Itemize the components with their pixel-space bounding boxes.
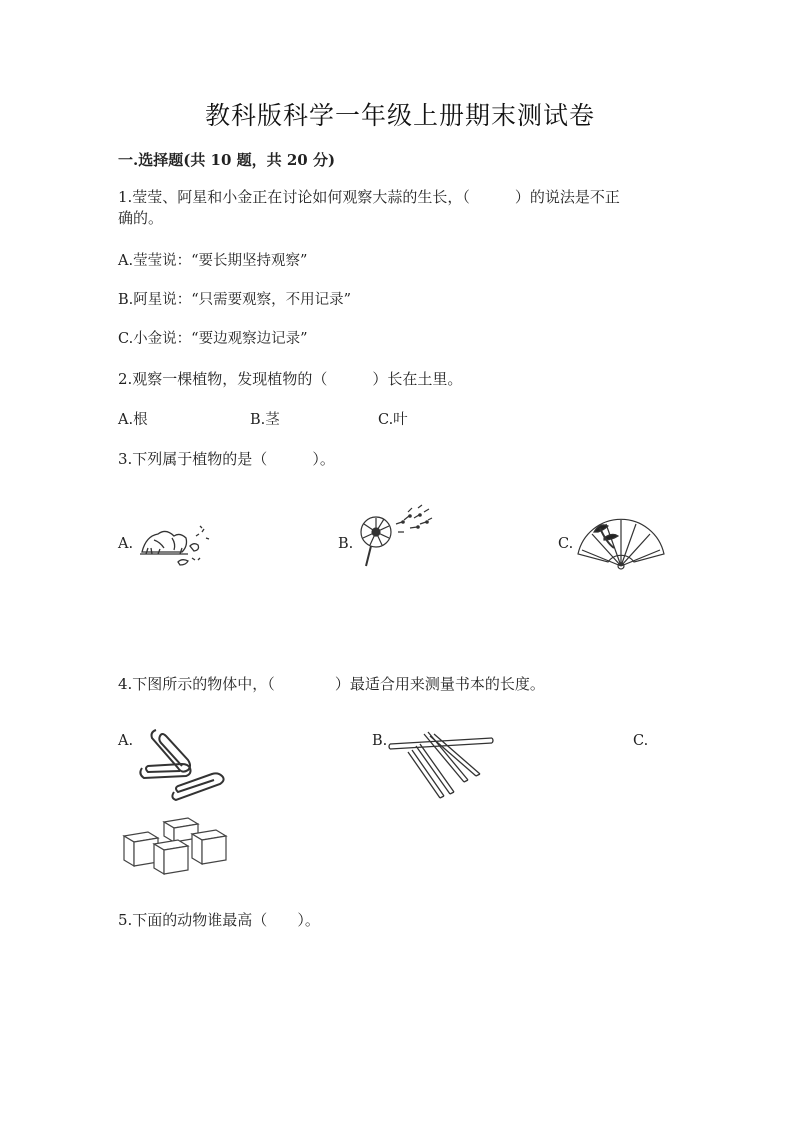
- question-1-option-a: A.莹莹说：“要长期坚持观察”: [118, 253, 308, 269]
- page-title: 教科版科学一年级上册期末测试卷: [204, 101, 595, 130]
- fan-image: [574, 514, 669, 574]
- question-5-stem: 5.下面的动物谁最高（ ）。: [118, 911, 320, 929]
- question-4-option-c: C.: [633, 733, 649, 749]
- question-2-option-a: A.根: [118, 412, 148, 428]
- question-2-stem: 2.观察一棵植物，发现植物的（ ）长在土里。: [118, 370, 463, 388]
- question-1-option-c: C.小金说：“要边观察边记录”: [118, 331, 308, 347]
- cubes-image: [120, 816, 235, 876]
- sticks-image: [388, 722, 498, 802]
- question-4-option-b: B.: [372, 733, 388, 749]
- question-1-option-b: B.阿星说：“只需要观察，不用记录”: [118, 292, 352, 308]
- question-4-option-a: A.: [118, 733, 134, 749]
- question-3-option-a: A.: [118, 536, 134, 552]
- dandelion-image: [352, 500, 437, 570]
- paper-clips-image: [134, 724, 234, 804]
- question-3-option-b: B.: [338, 536, 354, 552]
- question-2-option-b: B.茎: [250, 412, 280, 428]
- question-3-stem: 3.下列属于植物的是（ ）。: [118, 450, 335, 468]
- rocks-image: [136, 518, 216, 568]
- question-1-stem-line1: 1.莹莹、阿星和小金正在讨论如何观察大蒜的生长，（ ）的说法是不正: [118, 188, 620, 206]
- question-2-option-c: C.叶: [378, 412, 408, 428]
- question-3-option-c: C.: [558, 536, 574, 552]
- question-1-stem-line2: 确的。: [118, 209, 164, 227]
- question-4-stem: 4.下图所示的物体中，（ ）最适合用来测量书本的长度。: [118, 675, 545, 693]
- section-heading: 一.选择题(共 10 题，共 20 分): [118, 151, 336, 169]
